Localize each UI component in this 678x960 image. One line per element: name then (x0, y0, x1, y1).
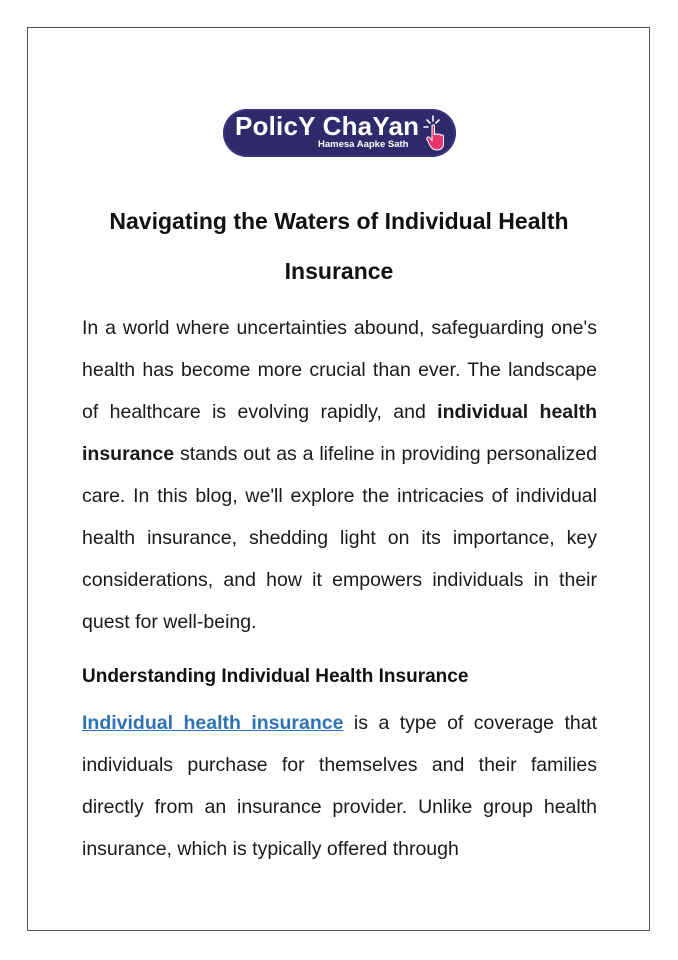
logo-tagline: Hamesa Aapke Sath (318, 139, 409, 150)
section-paragraph (82, 702, 597, 870)
page-title: Navigating the Waters of Individual Health Insurance (109, 208, 569, 284)
intro-text-end: stands out as a lifeline in providing personalized care. In this blog, we'll explore the intricacies of individual health insurance, shedding light on its importance, key considerations, and how it empowers individuals in their quest for well-being. (82, 443, 597, 633)
pointing-hand-icon (419, 114, 453, 152)
logo-brand-name: PolicY ChaYan (235, 111, 420, 141)
policy-chayan-logo (223, 109, 456, 157)
section-heading: Understanding Individual Health Insurance (82, 666, 469, 687)
intro-text-start: In a world where uncertainties abound, safeguarding one's health has become more crucial than ever. The landscape of healthcare is evolving rapidly, and (82, 317, 597, 423)
intro-paragraph (82, 307, 597, 643)
intro-bold-phrase: individual health insurance (82, 401, 597, 465)
section-body-text: is a type of coverage that individuals purchase for themselves and their families directly from an insurance provider. Unlike group health insurance, which is typically offered through (82, 712, 597, 860)
individual-health-insurance-link[interactable]: Individual health insurance (82, 712, 344, 734)
